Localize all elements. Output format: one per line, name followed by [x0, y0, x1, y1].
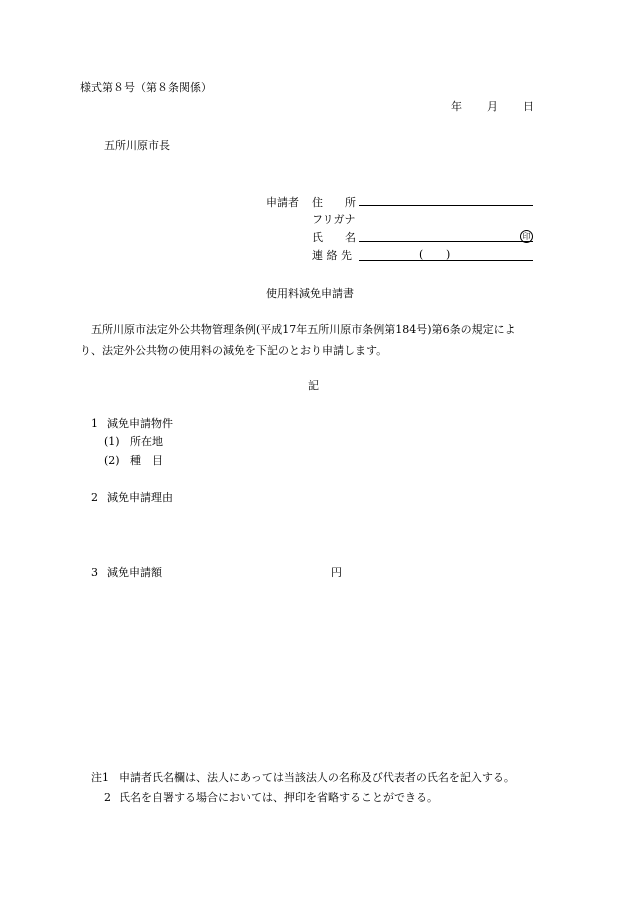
furigana-label: フリガナ [312, 213, 356, 226]
applicant-heading: 申請者 [266, 196, 299, 209]
addressee: 五所川原市長 [104, 139, 170, 152]
contact-open-paren: ( [419, 248, 424, 261]
name-label: 氏 名 [312, 231, 356, 244]
item-3-unit: 円 [331, 566, 342, 579]
subitem-1-label: 所在地 [130, 435, 163, 448]
date-month-label: 月 [487, 100, 498, 113]
contact-label: 連 絡 先 [312, 249, 352, 262]
seal-mark: 印 [520, 230, 533, 243]
body-line-1: 五所川原市法定外公共物管理条例(平成17年五所川原市条例第184号)第6条の規定によ [91, 323, 516, 336]
note-2-text: 氏名を自署する場合においては、押印を省略することができる。 [119, 791, 438, 804]
item-2-label: 減免申請理由 [107, 491, 173, 504]
subitem-1-number: (1) [104, 435, 120, 448]
form-number: 様式第８号（第８条関係） [80, 81, 212, 94]
ki-heading: 記 [308, 379, 319, 392]
item-1-number: 1 [91, 417, 98, 430]
date-year-label: 年 [451, 100, 462, 113]
note-1-text: 申請者氏名欄は、法人にあっては当該法人の名称及び代表者の氏名を記入する。 [119, 771, 515, 784]
item-2-number: 2 [91, 491, 98, 504]
note-1-prefix: 注1 [91, 771, 109, 784]
item-3-label: 減免申請額 [107, 566, 162, 579]
address-field[interactable] [359, 205, 533, 206]
name-field[interactable] [359, 241, 533, 242]
contact-close-paren: ) [446, 248, 451, 261]
item-3-number: 3 [91, 566, 98, 579]
address-label: 住 所 [312, 196, 356, 209]
item-1-label: 減免申請物件 [107, 417, 173, 430]
subitem-2-number: (2) [104, 454, 120, 467]
date-day-label: 日 [523, 100, 534, 113]
subitem-2-label: 種 目 [130, 454, 163, 467]
note-2-prefix: 2 [104, 791, 111, 804]
body-line-2: り、法定外公共物の使用料の減免を下記のとおり申請します。 [80, 344, 388, 357]
document-title: 使用料減免申請書 [266, 287, 354, 300]
